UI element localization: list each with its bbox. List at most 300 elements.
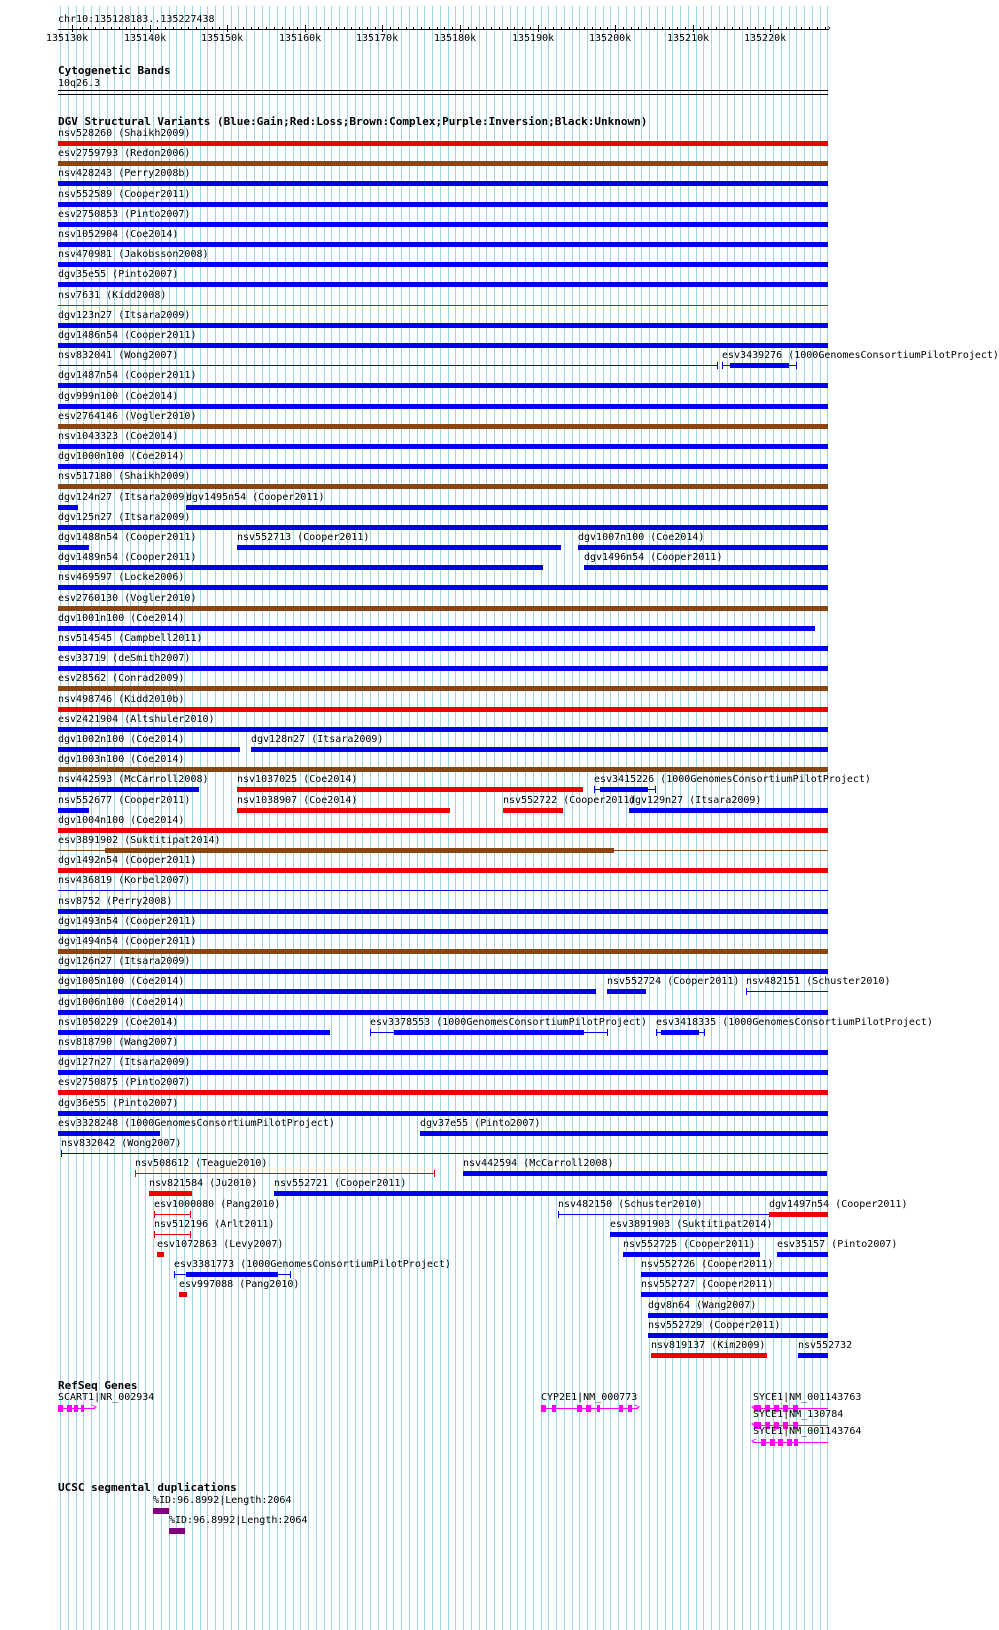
variant-label: esv33719 (deSmith2007) xyxy=(58,653,191,664)
variant-bar xyxy=(58,969,828,974)
variant-label: dgv128n27 (Itsara2009) xyxy=(251,734,384,745)
variant-label: nsv552726 (Cooper2011) xyxy=(641,1259,774,1270)
variant-bar xyxy=(58,383,828,388)
grid-line xyxy=(719,6,720,1630)
grid-line xyxy=(386,6,387,1630)
variant-bar xyxy=(274,1191,828,1196)
ruler-tick xyxy=(382,25,383,32)
variant-bar xyxy=(584,565,828,570)
ruler-minor-tick xyxy=(507,27,508,30)
variant-bar xyxy=(58,1050,828,1055)
grid-line xyxy=(672,6,673,1630)
grid-line xyxy=(277,6,278,1630)
variant-bar xyxy=(58,1070,828,1075)
gene-exon xyxy=(67,1405,72,1412)
variant-bar xyxy=(58,787,199,792)
variant-bar xyxy=(58,343,828,348)
ruler-minor-tick xyxy=(320,27,321,30)
grid-line xyxy=(324,6,325,1630)
grid-line xyxy=(347,6,348,1630)
variant-end-tick xyxy=(656,1029,657,1036)
grid-line xyxy=(595,6,596,1630)
ruler-minor-tick xyxy=(638,27,639,30)
variant-label: nsv470981 (Jakobsson2008) xyxy=(58,249,209,260)
variant-label: dgv1497n54 (Cooper2011) xyxy=(769,1199,908,1210)
grid-line xyxy=(409,6,410,1630)
variant-label: esv2764146 (Vogler2010) xyxy=(58,411,197,422)
variant-end-tick xyxy=(717,362,718,369)
variant-bar xyxy=(629,808,828,813)
variant-bar xyxy=(463,1171,827,1176)
grid-line xyxy=(378,6,379,1630)
variant-bar xyxy=(730,363,789,368)
ruler-arrow-icon: › xyxy=(826,23,833,34)
ruler-tick-label: 135200k xyxy=(589,33,632,44)
cytoband-title: Cytogenetic Bands xyxy=(58,64,171,77)
ruler-minor-tick xyxy=(444,27,445,30)
ruler-tick xyxy=(615,25,616,32)
gene-exon xyxy=(794,1439,798,1446)
dgv-track-title: DGV Structural Variants (Blue:Gain;Red:Loss;Brown:Complex;Purple:Inversion;Black:Unknown) xyxy=(58,115,648,128)
variant-bar xyxy=(58,929,828,934)
variant-label: dgv1000n100 (Coe2014) xyxy=(58,451,185,462)
variant-bar xyxy=(641,1292,828,1297)
segdup-bar xyxy=(153,1508,169,1514)
variant-label: dgv1494n54 (Cooper2011) xyxy=(58,936,197,947)
variant-bar xyxy=(237,545,561,550)
variant-label: dgv1489n54 (Cooper2011) xyxy=(58,552,197,563)
variant-bar xyxy=(58,141,828,146)
variant-bar xyxy=(58,505,78,510)
ruler-minor-tick xyxy=(553,27,554,30)
variant-end-tick xyxy=(655,786,656,793)
variant-bar xyxy=(777,1252,828,1257)
variant-bar xyxy=(58,161,828,166)
cytoband-line-top xyxy=(58,90,828,91)
grid-line xyxy=(742,6,743,1630)
variant-label: esv2759793 (Redon2006) xyxy=(58,148,191,159)
variant-bar xyxy=(58,242,828,247)
variant-label: esv997088 (Pang2010) xyxy=(179,1279,300,1290)
grid-line xyxy=(603,6,604,1630)
variant-bar xyxy=(661,1030,699,1035)
variant-label: nsv552725 (Cooper2011) xyxy=(623,1239,756,1250)
variant-bar xyxy=(648,1333,828,1338)
variant-label: nsv552724 (Cooper2011) xyxy=(607,976,740,987)
ruler-minor-tick xyxy=(258,27,259,30)
grid-line xyxy=(804,6,805,1630)
variant-label: nsv442593 (McCarroll2008) xyxy=(58,774,209,785)
ruler-minor-tick xyxy=(421,27,422,30)
segdup-track-title: UCSC segmental duplications xyxy=(58,1481,237,1494)
variant-label: dgv1005n100 (Coe2014) xyxy=(58,976,185,987)
variant-bar xyxy=(237,808,450,813)
variant-label: esv35157 (Pinto2007) xyxy=(777,1239,898,1250)
variant-end-tick xyxy=(370,1029,371,1036)
grid-line xyxy=(471,6,472,1630)
ruler-minor-tick xyxy=(119,27,120,30)
variant-label: esv3381773 (1000GenomesConsortiumPilotProject) xyxy=(174,1259,451,1270)
variant-end-tick xyxy=(434,1170,435,1177)
variant-end-tick xyxy=(174,1271,175,1278)
variant-label: esv28562 (Conrad2009) xyxy=(58,673,185,684)
variant-bar xyxy=(58,484,828,489)
variant-label: dgv1496n54 (Cooper2011) xyxy=(584,552,723,563)
variant-label: esv2760130 (Vogler2010) xyxy=(58,593,197,604)
segdup-bar xyxy=(169,1528,185,1534)
variant-bar xyxy=(578,545,828,550)
variant-bar xyxy=(58,585,828,590)
variant-label: nsv1043323 (Coe2014) xyxy=(58,431,179,442)
strand-right-arrow-icon: > xyxy=(634,1402,641,1413)
variant-end-tick xyxy=(61,1150,62,1157)
variant-label: dgv1007n100 (Coe2014) xyxy=(578,532,705,543)
variant-label: dgv1495n54 (Cooper2011) xyxy=(186,492,325,503)
grid-line xyxy=(486,6,487,1630)
variant-label: nsv1037025 (Coe2014) xyxy=(237,774,358,785)
scale-label: chr10:135128183..135227438 xyxy=(58,14,215,25)
grid-line xyxy=(641,6,642,1630)
grid-line xyxy=(789,6,790,1630)
ruler-tick-label: 135170k xyxy=(356,33,399,44)
cytoband-line-bottom xyxy=(58,94,828,95)
variant-label: esv3891902 (Suktitipat2014) xyxy=(58,835,221,846)
variant-bar xyxy=(157,1252,164,1257)
variant-label: dgv999n100 (Coe2014) xyxy=(58,391,179,402)
grid-line xyxy=(269,6,270,1630)
ruler-minor-tick xyxy=(801,27,802,30)
grid-line xyxy=(362,6,363,1630)
variant-bar xyxy=(58,828,828,833)
ruler-minor-tick xyxy=(429,27,430,30)
variant-bar xyxy=(237,787,583,792)
variant-label: nsv818790 (Wang2007) xyxy=(58,1037,179,1048)
variant-bar xyxy=(58,890,828,891)
ruler-minor-tick xyxy=(413,27,414,30)
variant-label: esv1000080 (Pang2010) xyxy=(154,1199,281,1210)
variant-bar xyxy=(58,707,828,712)
variant-bar xyxy=(58,545,89,550)
ruler-minor-tick xyxy=(367,27,368,30)
grid-line xyxy=(564,6,565,1630)
ruler-minor-tick xyxy=(297,27,298,30)
variant-label: dgv1002n100 (Coe2014) xyxy=(58,734,185,745)
variant-end-tick xyxy=(154,1231,155,1238)
ruler-minor-tick xyxy=(351,27,352,30)
variant-bar xyxy=(58,606,828,611)
ruler-minor-tick xyxy=(188,27,189,30)
grid-line xyxy=(432,6,433,1630)
grid-line xyxy=(215,6,216,1630)
variant-bar xyxy=(798,1353,828,1358)
grid-line xyxy=(448,6,449,1630)
ruler-minor-tick xyxy=(654,27,655,30)
variant-label: nsv8752 (Perry2008) xyxy=(58,896,173,907)
variant-end-tick xyxy=(190,1231,191,1238)
grid-line xyxy=(820,6,821,1630)
ruler-minor-tick xyxy=(631,27,632,30)
variant-bar xyxy=(58,464,828,469)
gene-exon xyxy=(761,1439,766,1446)
grid-line xyxy=(618,6,619,1630)
ruler-minor-tick xyxy=(282,27,283,30)
variant-label: esv3418335 (1000GenomesConsortiumPilotProject) xyxy=(656,1017,933,1028)
gene-exon xyxy=(778,1439,783,1446)
variant-label: nsv552722 (Cooper2011) xyxy=(503,795,636,806)
grid-line xyxy=(796,6,797,1630)
ruler-minor-tick xyxy=(243,27,244,30)
variant-bar xyxy=(58,686,828,691)
ruler-tick-label: 135210k xyxy=(667,33,710,44)
variant-label: dgv125n27 (Itsara2009) xyxy=(58,512,191,523)
variant-label: dgv123n27 (Itsara2009) xyxy=(58,310,191,321)
grid-line xyxy=(262,6,263,1630)
ruler-minor-tick xyxy=(685,27,686,30)
variant-bar xyxy=(154,1214,190,1215)
variant-label: dgv129n27 (Itsara2009) xyxy=(629,795,762,806)
variant-bar xyxy=(623,1252,760,1257)
ruler-minor-tick xyxy=(111,27,112,30)
variant-label: esv3891903 (Suktitipat2014) xyxy=(610,1219,773,1230)
variant-label: esv3378553 (1000GenomesConsortiumPilotProject) xyxy=(370,1017,647,1028)
gene-exon xyxy=(787,1439,792,1446)
variant-end-tick xyxy=(290,1271,291,1278)
ruler-minor-tick xyxy=(576,27,577,30)
grid-line xyxy=(463,6,464,1630)
variant-bar xyxy=(179,1292,187,1297)
gene-label: SYCE1|NM_130784 xyxy=(753,1409,844,1420)
variant-label: esv3439276 (1000GenomesConsortiumPilotProject) xyxy=(722,350,999,361)
variant-end-tick xyxy=(607,1029,608,1036)
grid-line xyxy=(634,6,635,1630)
variant-label: nsv428243 (Perry2008b) xyxy=(58,168,191,179)
gene-exon xyxy=(770,1439,775,1446)
variant-label: esv1072863 (Levy2007) xyxy=(157,1239,284,1250)
variant-bar xyxy=(58,1030,330,1035)
variant-bar xyxy=(58,1010,828,1015)
variant-label: nsv508612 (Teague2010) xyxy=(135,1158,268,1169)
ruler-minor-tick xyxy=(530,27,531,30)
ruler-minor-tick xyxy=(825,27,826,30)
variant-bar xyxy=(58,444,828,449)
grid-line xyxy=(517,6,518,1630)
grid-line xyxy=(556,6,557,1630)
variant-bar xyxy=(58,202,828,207)
variant-label: esv2750875 (Pinto2007) xyxy=(58,1077,191,1088)
variant-bar xyxy=(135,1173,434,1174)
variant-label: nsv552729 (Cooper2011) xyxy=(648,1320,781,1331)
variant-label: dgv1004n100 (Coe2014) xyxy=(58,815,185,826)
ruler-minor-tick xyxy=(88,27,89,30)
ruler-tick xyxy=(72,25,73,32)
grid-line xyxy=(424,6,425,1630)
ruler-minor-tick xyxy=(755,27,756,30)
ruler-tick xyxy=(150,25,151,32)
ruler-minor-tick xyxy=(204,27,205,30)
grid-line xyxy=(308,6,309,1630)
variant-label: nsv436819 (Korbel2007) xyxy=(58,875,191,886)
variant-label: dgv1488n54 (Cooper2011) xyxy=(58,532,197,543)
grid-line xyxy=(548,6,549,1630)
grid-line xyxy=(711,6,712,1630)
gene-label: SCART1|NR_002934 xyxy=(58,1392,155,1403)
grid-line xyxy=(300,6,301,1630)
variant-end-tick xyxy=(135,1170,136,1177)
ruler-minor-tick xyxy=(251,27,252,30)
ruler-minor-tick xyxy=(739,27,740,30)
grid-line xyxy=(440,6,441,1630)
refseq-track-title: RefSeq Genes xyxy=(58,1379,138,1392)
variant-bar xyxy=(58,424,828,429)
grid-line xyxy=(254,6,255,1630)
strand-left-arrow-icon: < xyxy=(751,1436,758,1447)
ruler-minor-tick xyxy=(778,27,779,30)
grid-line xyxy=(246,6,247,1630)
variant-label: nsv821584 (Ju2010) xyxy=(149,1178,258,1189)
grid-line xyxy=(355,6,356,1630)
grid-line xyxy=(510,6,511,1630)
variant-label: dgv1001n100 (Coe2014) xyxy=(58,613,185,624)
variant-label: dgv127n27 (Itsara2009) xyxy=(58,1057,191,1068)
variant-bar xyxy=(58,1131,160,1136)
variant-label: dgv1003n100 (Coe2014) xyxy=(58,754,185,765)
variant-label: nsv517180 (Shaikh2009) xyxy=(58,471,191,482)
variant-end-tick xyxy=(190,1211,191,1218)
variant-bar xyxy=(58,222,828,227)
ruler-minor-tick xyxy=(274,27,275,30)
variant-end-tick xyxy=(722,362,723,369)
ruler-minor-tick xyxy=(476,27,477,30)
gene-label: SYCE1|NM_001143764 xyxy=(753,1426,862,1437)
grid-line xyxy=(665,6,666,1630)
gene-exon xyxy=(577,1405,582,1412)
ruler-minor-tick xyxy=(669,27,670,30)
variant-bar xyxy=(186,505,828,510)
ruler-tick xyxy=(538,25,539,32)
grid-line xyxy=(610,6,611,1630)
grid-line xyxy=(765,6,766,1630)
ruler-tick-label: 135150k xyxy=(201,33,244,44)
ruler-minor-tick xyxy=(95,27,96,30)
grid-line xyxy=(316,6,317,1630)
variant-bar xyxy=(58,365,717,366)
variant-bar xyxy=(641,1272,828,1277)
gene-exon xyxy=(541,1405,546,1412)
gene-label: CYP2E1|NM_000773 xyxy=(541,1392,638,1403)
ruler-minor-tick xyxy=(716,27,717,30)
variant-end-tick xyxy=(154,1211,155,1218)
variant-bar xyxy=(58,323,828,328)
variant-bar xyxy=(251,747,828,752)
variant-label: nsv832041 (Wong2007) xyxy=(58,350,179,361)
ruler-minor-tick xyxy=(708,27,709,30)
variant-bar xyxy=(58,181,828,186)
ruler-minor-tick xyxy=(747,27,748,30)
variant-bar xyxy=(186,1272,278,1277)
ruler-minor-tick xyxy=(809,27,810,30)
ruler-tick xyxy=(770,25,771,32)
ruler-minor-tick xyxy=(406,27,407,30)
gene-label: SYCE1|NM_001143763 xyxy=(753,1392,862,1403)
variant-label: nsv552677 (Cooper2011) xyxy=(58,795,191,806)
ruler-minor-tick xyxy=(468,27,469,30)
grid-line xyxy=(680,6,681,1630)
grid-line xyxy=(734,6,735,1630)
ruler-minor-tick xyxy=(289,27,290,30)
variant-label: dgv1006n100 (Coe2014) xyxy=(58,997,185,1008)
ruler-minor-tick xyxy=(336,27,337,30)
grid-line xyxy=(773,6,774,1630)
variant-label: nsv498746 (Kidd2010b) xyxy=(58,694,185,705)
grid-line xyxy=(727,6,728,1630)
variant-bar xyxy=(58,305,828,306)
ruler-minor-tick xyxy=(359,27,360,30)
variant-label: nsv1050229 (Coe2014) xyxy=(58,1017,179,1028)
gene-exon xyxy=(81,1405,84,1412)
variant-label: dgv124n27 (Itsara2009) xyxy=(58,492,191,503)
grid-line xyxy=(331,6,332,1630)
variant-label: nsv469597 (Locke2006) xyxy=(58,572,185,583)
gene-exon xyxy=(74,1405,78,1412)
ruler-minor-tick xyxy=(600,27,601,30)
ruler-minor-tick xyxy=(569,27,570,30)
ruler-tick-label: 135130k xyxy=(46,33,89,44)
ruler-minor-tick xyxy=(142,27,143,30)
variant-label: nsv1052904 (Coe2014) xyxy=(58,229,179,240)
ruler-minor-tick xyxy=(662,27,663,30)
grid-line xyxy=(827,6,828,1630)
ruler-minor-tick xyxy=(126,27,127,30)
ruler-minor-tick xyxy=(266,27,267,30)
ruler-tick xyxy=(227,25,228,32)
grid-line xyxy=(696,6,697,1630)
ruler-tick xyxy=(305,25,306,32)
ruler-minor-tick xyxy=(157,27,158,30)
variant-label: dgv36e55 (Pinto2007) xyxy=(58,1098,179,1109)
variant-bar xyxy=(651,1353,767,1358)
grid-line xyxy=(293,6,294,1630)
ruler-minor-tick xyxy=(196,27,197,30)
variant-bar xyxy=(58,525,828,530)
variant-bar xyxy=(58,282,828,287)
variant-label: esv3415226 (1000GenomesConsortiumPilotProject) xyxy=(594,774,871,785)
ruler-minor-tick xyxy=(732,27,733,30)
strand-left-arrow-icon: < xyxy=(751,1402,758,1413)
ruler-tick-label: 135180k xyxy=(434,33,477,44)
grid-line xyxy=(285,6,286,1630)
ruler-minor-tick xyxy=(313,27,314,30)
ruler-minor-tick xyxy=(344,27,345,30)
variant-label: nsv552589 (Cooper2011) xyxy=(58,189,191,200)
grid-line xyxy=(812,6,813,1630)
variant-label: nsv512196 (Arlt2011) xyxy=(154,1219,275,1230)
variant-label: dgv126n27 (Itsara2009) xyxy=(58,956,191,967)
variant-bar xyxy=(149,1191,192,1196)
variant-end-tick xyxy=(746,988,747,995)
variant-label: nsv552721 (Cooper2011) xyxy=(274,1178,407,1189)
variant-bar xyxy=(58,767,828,772)
variant-bar xyxy=(58,666,828,671)
ruler-minor-tick xyxy=(483,27,484,30)
variant-label: nsv514545 (Campbell2011) xyxy=(58,633,203,644)
gene-exon xyxy=(58,1405,63,1412)
variant-label: esv2750853 (Pinto2007) xyxy=(58,209,191,220)
variant-bar xyxy=(58,404,828,409)
ruler-minor-tick xyxy=(375,27,376,30)
variant-bar xyxy=(58,727,828,732)
ruler-tick-label: 135160k xyxy=(279,33,322,44)
variant-bar xyxy=(58,262,828,267)
